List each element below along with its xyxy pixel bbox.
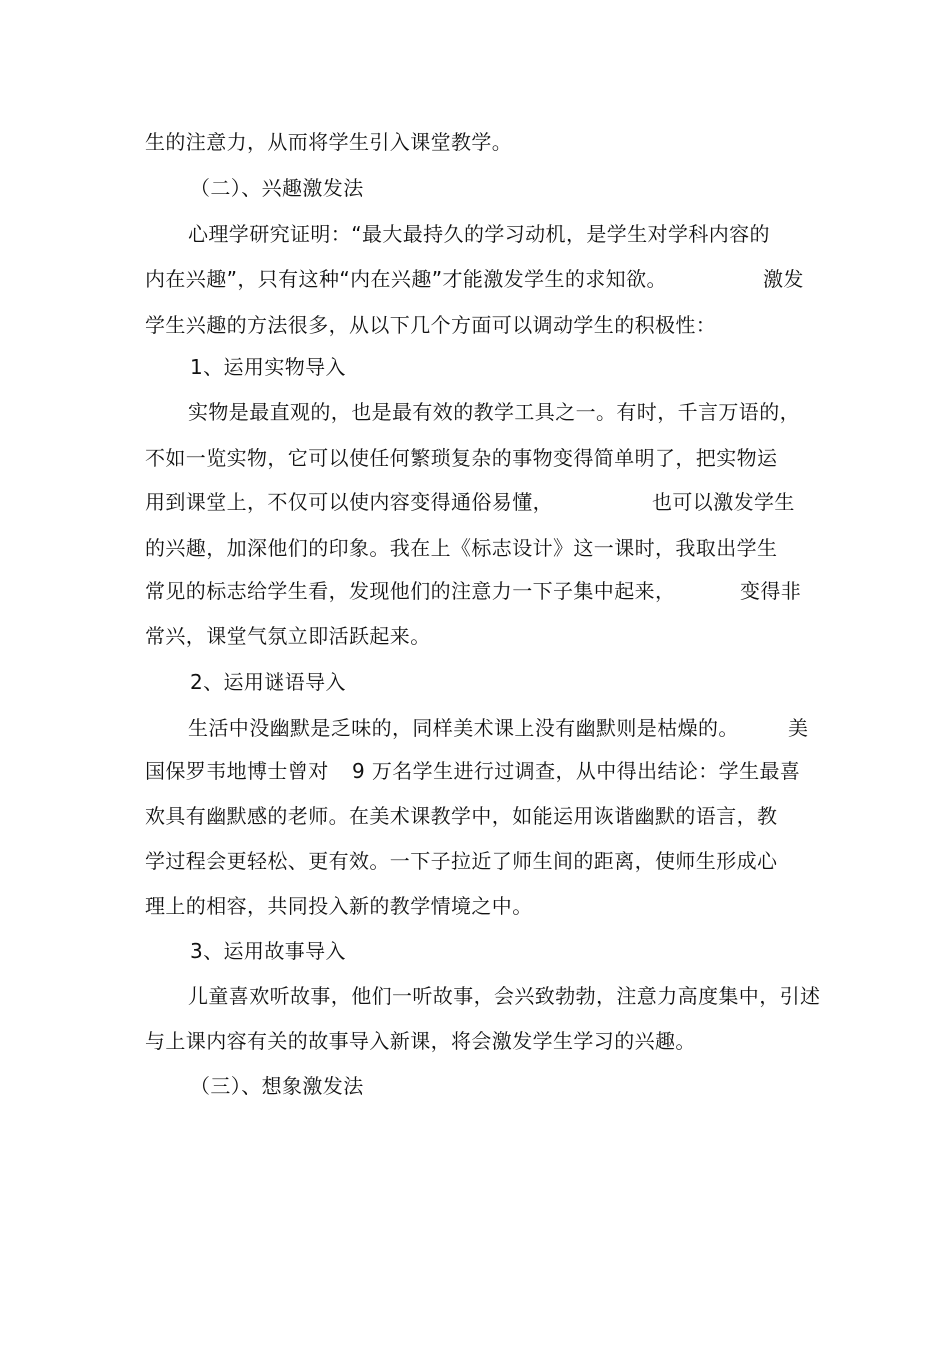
heading-text: （二）、兴趣激发法 bbox=[190, 176, 364, 200]
line-text: 不如一览实物，它可以使任何繁琐复杂的事物变得简单明了，把实物运 bbox=[145, 446, 778, 470]
line-text: 学生兴趣的方法很多，从以下几个方面可以调动学生的积极性： bbox=[145, 313, 717, 337]
line-text-right: 激发 bbox=[763, 267, 804, 291]
paragraph-line bbox=[145, 577, 810, 605]
paragraph-line bbox=[145, 534, 810, 562]
line-text: 国保罗韦地博士曾对 bbox=[145, 759, 329, 783]
paragraph-line bbox=[145, 444, 810, 472]
line-text: 理上的相容，共同投入新的教学情境之中。 bbox=[145, 894, 533, 918]
line-text-right: 也可以激发学生 bbox=[652, 490, 795, 514]
line-text: 学过程会更轻松、更有效。一下子拉近了师生间的距离，使师生形成心 bbox=[145, 849, 778, 873]
line-text: 生的注意力，从而将学生引入课堂教学。 bbox=[145, 130, 513, 154]
subheading-text: 3、运用故事导入 bbox=[190, 939, 346, 963]
line-text: 欢具有幽默感的老师。在美术课教学中，如能运用诙谐幽默的语言，教 bbox=[145, 804, 778, 828]
paragraph-line bbox=[145, 265, 810, 293]
line-text-right: 9 万名学生进行过调查，从中得出结论：学生最喜 bbox=[352, 759, 801, 783]
paragraph-line bbox=[145, 802, 810, 830]
line-text: 常兴，课堂气氛立即活跃起来。 bbox=[145, 624, 431, 648]
heading-text: （三）、想象激发法 bbox=[190, 1074, 364, 1098]
subheading-text: 1、运用实物导入 bbox=[190, 355, 346, 379]
paragraph-line bbox=[145, 488, 810, 516]
subheading-real-objects bbox=[190, 353, 855, 381]
paragraph-line bbox=[188, 714, 853, 742]
line-text: 生活中没幽默是乏味的，同样美术课上没有幽默则是枯燥的。 bbox=[188, 716, 739, 740]
paragraph-line bbox=[145, 1027, 810, 1055]
line-text: 实物是最直观的，也是最有效的教学工具之一。有时，千言万语的， bbox=[188, 400, 800, 424]
line-text-right: 变得非 bbox=[740, 579, 802, 603]
subheading-riddles bbox=[190, 668, 855, 696]
line-text: 常见的标志给学生看，发现他们的注意力一下子集中起来， bbox=[145, 579, 676, 603]
paragraph-line bbox=[188, 982, 853, 1010]
paragraph-line bbox=[145, 892, 810, 920]
line-text: 与上课内容有关的故事导入新课，将会激发学生学习的兴趣。 bbox=[145, 1029, 696, 1053]
section-heading-imagination bbox=[190, 1072, 855, 1100]
paragraph-line bbox=[145, 757, 810, 785]
subheading-stories bbox=[190, 937, 855, 965]
line-text: 内在兴趣”，只有这种“内在兴趣”才能激发学生的求知欲。 bbox=[145, 267, 667, 291]
subheading-text: 2、运用谜语导入 bbox=[190, 670, 346, 694]
paragraph-line bbox=[145, 311, 810, 339]
paragraph-line bbox=[145, 847, 810, 875]
line-text: 的兴趣，加深他们的印象。我在上《标志设计》这一课时，我取出学生 bbox=[145, 536, 778, 560]
paragraph-line bbox=[145, 622, 810, 650]
line-text: 心理学研究证明：“最大最持久的学习动机，是学生对学科内容的 bbox=[188, 222, 770, 246]
line-text: 用到课堂上，不仅可以使内容变得通俗易懂， bbox=[145, 490, 553, 514]
paragraph-line bbox=[188, 398, 853, 426]
paragraph-line bbox=[145, 128, 810, 156]
paragraph-line bbox=[188, 220, 853, 248]
section-heading-interest bbox=[190, 174, 855, 202]
line-text: 儿童喜欢听故事，他们一听故事，会兴致勃勃，注意力高度集中，引述 bbox=[188, 984, 821, 1008]
line-text-right: 美 bbox=[788, 716, 809, 740]
